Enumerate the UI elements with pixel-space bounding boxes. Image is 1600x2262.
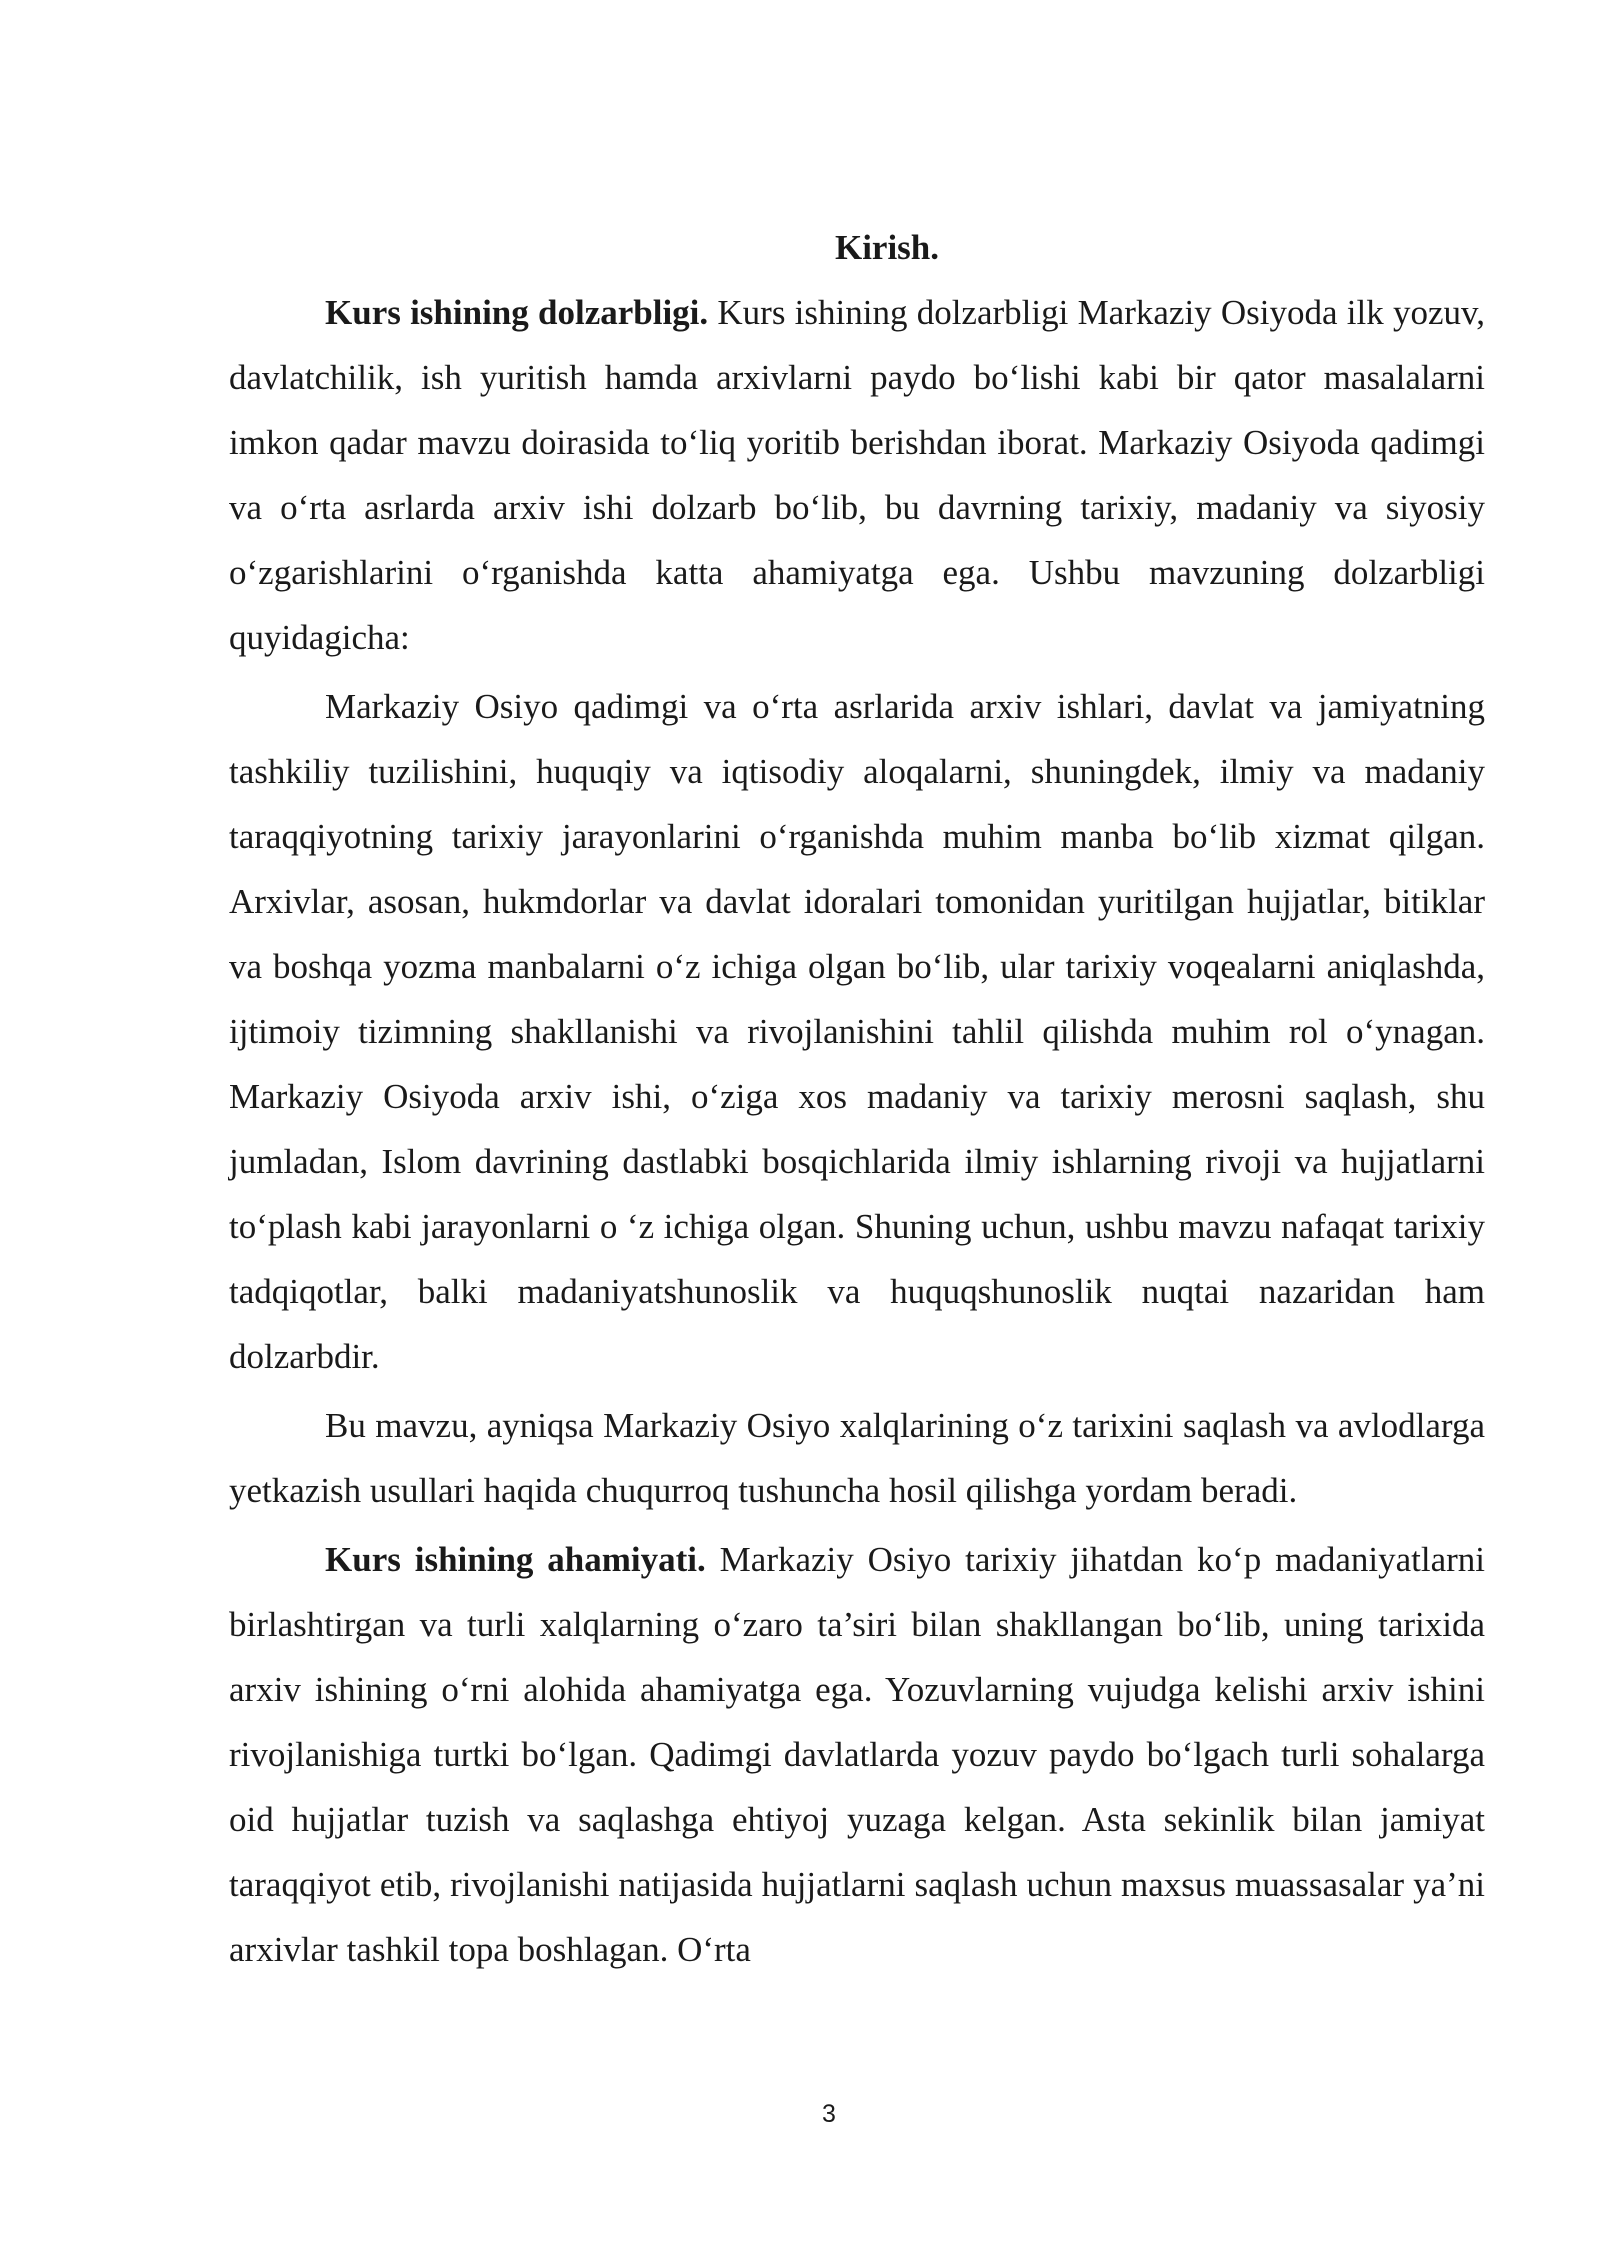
page-number: 3 [822,2100,836,2128]
paragraph-text: Kurs ishining dolzarbligi Markaziy Osiyoda ilk yozuv, davlatchilik, ish yuritish hamda arxivlarni paydo bo‘lishi kabi bir qator masalalarni imkon qadar mavzu doirasida to‘liq yoritib berishdan iborat. Markaziy Osiyoda qadimgi va o‘rta asrlarda arxiv ishi dolzarb bo‘lib, bu davrning tarixiy, madaniy va siyosiy o‘zgarishlarini o‘rganishda katta ahamiyatga ega. Ushbu mavzuning dolzarbligi quyidagicha: [229,293,1485,657]
paragraph-archives [229,674,1485,1389]
paragraph-importance [229,1527,1485,1982]
paragraph-lead: Kurs ishining ahamiyati. [325,1540,706,1579]
page-heading: Kirish. [834,228,940,267]
page-content [229,215,1485,1982]
paragraph-text: Bu mavzu, ayniqsa Markaziy Osiyo xalqlarining o‘z tarixini saqlash va avlodlarga yetkazish usullari haqida chuqurroq tushuncha hosil qilishga yordam beradi. [229,1406,1485,1510]
paragraph-relevance [229,280,1485,670]
paragraph-lead: Kurs ishining dolzarbligi. [325,293,709,332]
paragraph-topic [229,1393,1485,1523]
paragraph-text: Markaziy Osiyo tarixiy jihatdan ko‘p madaniyatlarni birlashtirgan va turli xalqlarning o‘zaro ta’siri bilan shakllangan bo‘lib, uning tarixida arxiv ishining o‘rni alohida ahamiyatga ega. Yozuvlarning vujudga kelishi arxiv ishini rivojlanishiga turtki bo‘lgan. Qadimgi davlatlarda yozuv paydo bo‘lgach turli sohalarga oid hujjatlar tuzish va saqlashga ehtiyoj yuzaga kelgan. Asta sekinlik bilan jamiyat taraqqiyot etib, rivojlanishi natijasida hujjatlarni saqlash uchun maxsus muassasalar ya’ni arxivlar tashkil topa boshlagan. O‘rta [229,1540,1485,1969]
paragraph-text: Markaziy Osiyo qadimgi va o‘rta asrlarida arxiv ishlari, davlat va jamiyatning tashkiliy tuzilishini, huquqiy va iqtisodiy aloqalarni, shuningdek, ilmiy va madaniy taraqqiyotning tarixiy jarayonlarini o‘rganishda muhim manba bo‘lib xizmat qilgan. Arxivlar, asosan, hukmdorlar va davlat idoralari tomonidan yuritilgan hujjatlar, bitiklar va boshqa yozma manbalarni o‘z ichiga olgan bo‘lib, ular tarixiy voqealarni aniqlashda, ijtimoiy tizimning shakllanishi va rivojlanishini tahlil qilishda muhim rol o‘ynagan. Markaziy Osiyoda arxiv ishi, o‘ziga xos madaniy va tarixiy merosni saqlash, shu jumladan, Islom davrining dastlabki bosqichlarida ilmiy ishlarning rivoji va hujjatlarni to‘plash kabi jarayonlarni o ‘z ichiga olgan. Shuning uchun, ushbu mavzu nafaqat tarixiy tadqiqotlar, balki madaniyatshunoslik va huquqshunoslik nuqtai nazaridan ham dolzarbdir. [229,687,1485,1376]
